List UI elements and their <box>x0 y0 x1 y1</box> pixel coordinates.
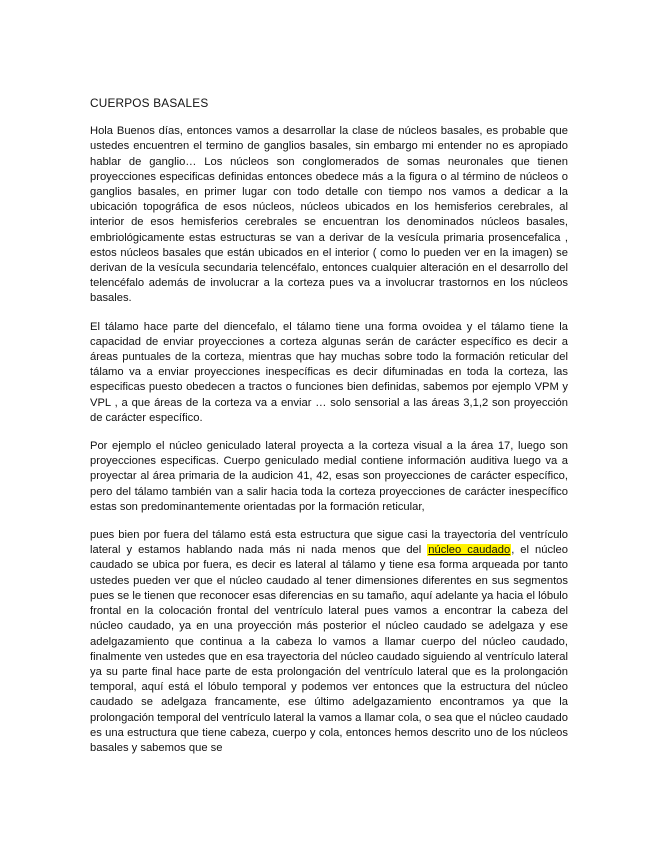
document-body <box>90 96 568 769</box>
document-title: CUERPOS BASALES <box>90 96 209 110</box>
paragraph-nucleo-caudado <box>90 528 568 756</box>
paragraph-text-after: , el núcleo caudado se ubica por fuera, es decir es lateral al tálamo y tiene esa forma arqueada por tanto ustedes pueden ver que el núcleo caudado al tener dimensiones diferentes en sus segmentos pues se le tienen que reconocer esas diferencias en su tamaño, aquí adelante ya hacia el lóbulo frontal en la colocación frontal del ventrículo lateral pues vamos a encontrar la cabeza del núcleo caudado, ya en una proyección más posterior el núcleo caudado se adelgaza y ese adelgazamiento que continua a la cabeza lo vamos a llamar cuerpo del núcleo caudado, finalmente ven ustedes que en esa trayectoria del núcleo caudado siguiendo al ventrículo lateral ya su parte final hace parte de esta prolongación del ventrículo lateral que es la prolongación temporal, aquí está el lóbulo temporal y podemos ver entonces que la estructura del núcleo caudado se adelgaza francamente, ese último adelgazamiento encontramos ya que la prolongación temporal del ventrículo lateral la vamos a llamar cola, o sea que el núcleo caudado es una estructura que tiene cabeza, cuerpo y cola, entonces hemos descrito uno de los núcleos basales y sabemos que se <box>90 544 568 754</box>
paragraph-intro: Hola Buenos días, entonces vamos a desarrollar la clase de núcleos basales, es probable que ustedes encuentren el termino de ganglios basales, sin embargo mi entender no es apropiado hablar de ganglio… Los núcleos son conglomerados de somas neuronales que tienen proyecciones especificas definidas entonces obedece más a la figura o al término de núcleos o ganglios basales, en primer lugar con todo detalle con tiempo nos vamos a dedicar a la ubicación topográfica de esos núcleos, núcleos ubicados en los hemisferios cerebrales, al interior de esos hemisferios cerebrales se encuentran los denominados núcleos basales, embriológicamente estas estructuras se van a derivar de la vesícula primaria prosencefalica , estos núcleos basales que están ubicados en el interior ( como lo pueden ver en la imagen) se derivan de la vesícula secundaria telencéfalo, entonces cualquier alteración en el desarrollo del telencéfalo además de involucrar a la corteza pues va a involucrar trastornos en los núcleos basales. <box>90 125 568 305</box>
paragraph-geniculado: Por ejemplo el núcleo geniculado lateral proyecta a la corteza visual a la área 17, luego son proyecciones especificas. Cuerpo geniculado medial contiene información auditiva luego va a proyectar al área primaria de la audicion 41, 42, esas son proyecciones de carácter específico, pero del tálamo también van a salir hacia toda la corteza proyecciones de carácter inespecífico estas son predominantemente orientadas por la formación reticular, <box>90 440 568 513</box>
paragraph-talamo: El tálamo hace parte del diencefalo, el tálamo tiene una forma ovoidea y el tálamo tiene la capacidad de enviar proyecciones a corteza algunas serán de carácter específico es decir a áreas puntuales de la corteza, mientras que hay muchas sobre todo la formación reticular del tálamo va a enviar proyecciones inespecíficas es decir difuminadas en toda la corteza, las especificas puesto obedecen a tractos o funciones bien definidas, sabemos por ejemplo VPM y VPL , a que áreas de la corteza va a enviar … solo sensorial a las áreas 3,1,2 son proyección de carácter específico. <box>90 320 568 424</box>
paragraph-text-before: pues bien por fuera del tálamo está esta estructura que sigue casi la trayectoria del ventrículo lateral y estamos hablando nada más ni nada menos que del <box>90 529 568 557</box>
highlighted-term: núcleo caudado <box>428 544 511 557</box>
